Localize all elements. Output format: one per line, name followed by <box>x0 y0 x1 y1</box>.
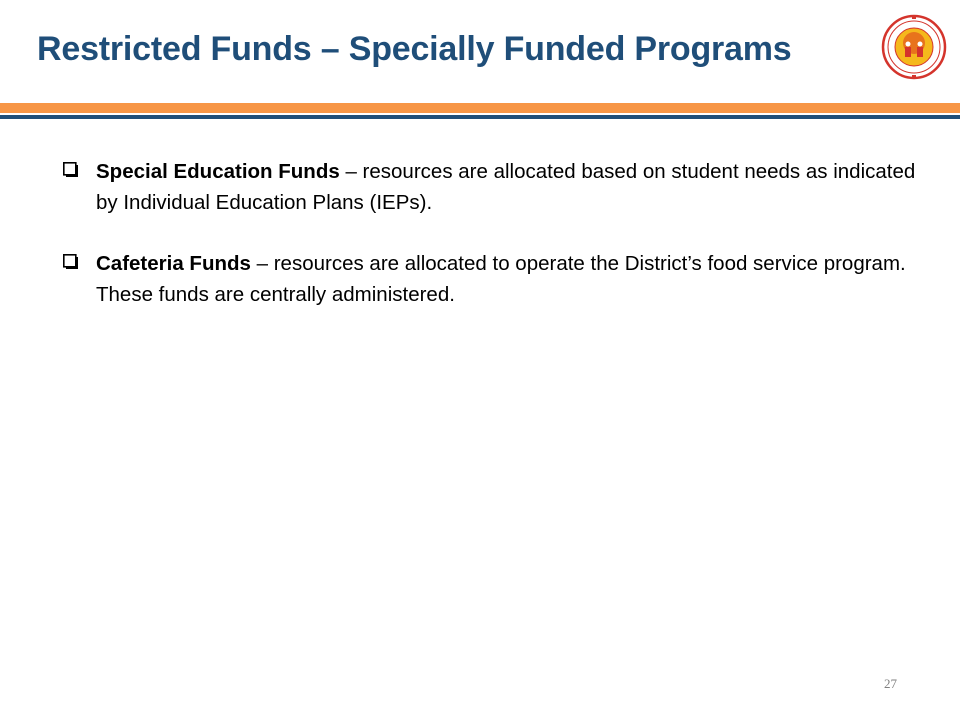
bullet-special-education <box>63 156 923 218</box>
header-rule-blue <box>0 115 960 119</box>
bullet-cafeteria <box>63 248 923 310</box>
checkbox-bullet-icon <box>63 162 79 178</box>
bullet-term: Special Education Funds <box>96 160 340 183</box>
checkbox-bullet-icon <box>63 254 79 270</box>
slide-title: Restricted Funds – Specially Funded Programs <box>37 30 792 68</box>
bullet-list <box>63 156 923 340</box>
district-seal-icon <box>881 14 947 80</box>
page-number: 27 <box>884 676 897 691</box>
bullet-text: – resources are allocated based on student needs as indicated by Individual Education Plans (IEPs). <box>96 160 916 214</box>
bullet-text: – resources are allocated to operate the District’s food service program. These funds are centrally administered. <box>96 252 923 306</box>
header-rule-orange <box>0 103 960 113</box>
bullet-term: Cafeteria Funds <box>96 252 251 275</box>
